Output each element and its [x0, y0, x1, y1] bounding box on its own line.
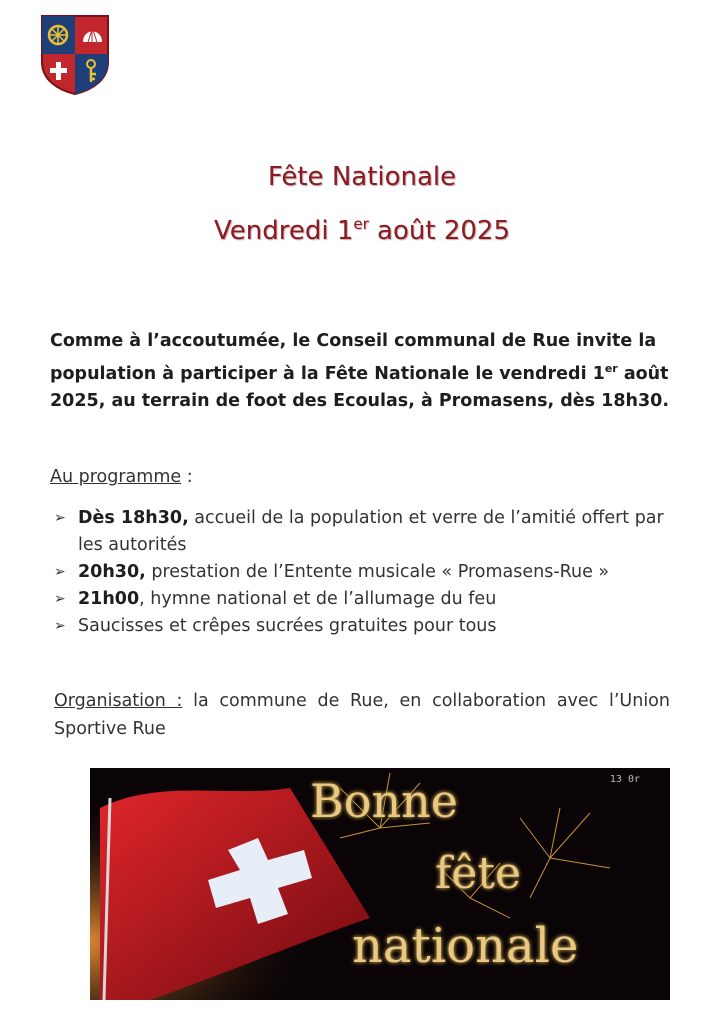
banner-text-line3: nationale [352, 918, 579, 974]
list-item: ➢ 21h00, hymne national et de l’allumage du feu [54, 586, 684, 613]
page-title: Fête Nationale [267, 162, 457, 192]
event-date-title: Vendredi 1er août 2025 [213, 215, 511, 246]
banner-text-line1: Bonne [310, 774, 458, 828]
list-item: ➢ Saucisses et crêpes sucrées gratuites pour tous [54, 613, 684, 640]
organisation-paragraph: Organisation : la commune de Rue, en collaboration avec l’Union Sportive Rue [54, 691, 670, 739]
arrow-bullet-icon: ➢ [54, 510, 66, 526]
municipal-crest-icon [40, 14, 110, 96]
programme-heading: Au programme : [50, 467, 193, 487]
list-item: ➢ Dès 18h30, accueil de la population et verre de l’amitié offert par les autorités [54, 505, 684, 559]
arrow-bullet-icon: ➢ [54, 618, 66, 634]
intro-paragraph: Comme à l’accoutumée, le Conseil communal de Rue invite la population à participer à la Fête Nationale le vendredi 1er août 2025, au terrain de foot des Ecoulas, à Promasens, dès 18h30. [50, 331, 669, 411]
banner-stamp: 13 0r [609, 774, 640, 785]
arrow-bullet-icon: ➢ [54, 564, 66, 580]
banner-text-line2: fête [435, 848, 522, 899]
programme-list [54, 505, 684, 640]
arrow-bullet-icon: ➢ [54, 591, 66, 607]
celebration-banner-image [90, 768, 670, 1000]
list-item: ➢ 20h30, prestation de l’Entente musicale « Promasens-Rue » [54, 559, 684, 586]
